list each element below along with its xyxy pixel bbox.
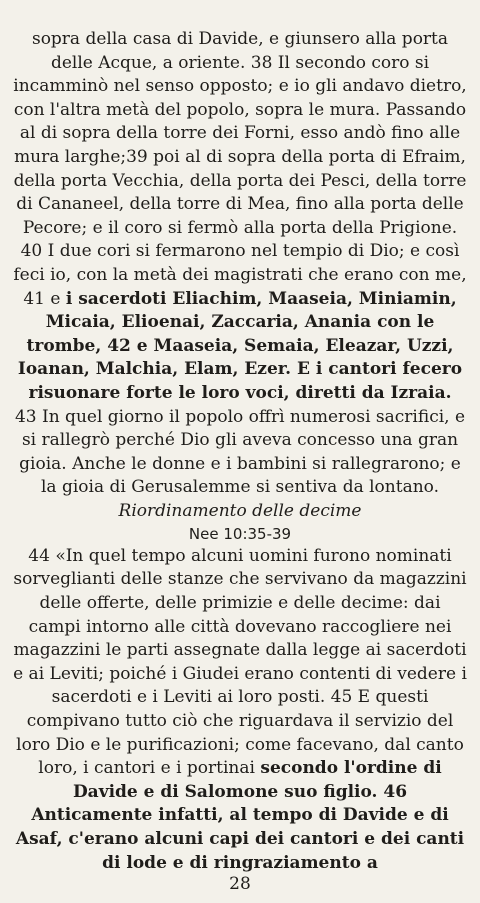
section-reference: Nee 10:35-39 [188,524,292,543]
paragraph-rejoicing: 43 In quel giorno il popolo offrì numerosi sacrifici, e si rallegrò perché Dio gli aveva concesso una gran gioia. Anche le donne e i bambini si rallegrarono; e la gioia di Gerusalemme si sentiva da lontano. [14,406,466,498]
paragraph-choirs [12,28,468,406]
paragraph-text: sopra della casa di Davide, e giunsero alla porta delle Acque, a oriente. 38 Il secondo coro si incamminò nel senso opposto; e io gli andavo dietro, con l'altra metà del popolo, sopra le mura. Passando al di sopra della torre dei Forni, esso andò fino alle mura larghe;39 poi al di sopra della porta di Efraim, della porta Vecchia, della porta dei Pesci, della torre di Cananeel, della torre di Mea, fino alla porta delle Pecore; e il coro si fermò alla porta della Prigione. 40 I due cori si fermarono nel tempio di Dio; e così feci io, con la metà dei magistrati che erano con me, 41 e [13,29,467,309]
paragraph-bold-text: secondo l'ordine di Davide e di Salomone suo figlio. 46 Anticamente infatti, al tempo di Davide e di Asaf, c'erano alcuni capi dei cantori e dei canti di lode e di ringraziamento a [15,758,465,873]
paragraph-tithes [12,545,468,875]
section-title: Riordinamento delle decime [118,500,362,521]
paragraph-bold-text: i sacerdoti Eliachim, Maaseia, Miniamin, Micaia, Elioenai, Zaccaria, Anania con le trombe, 42 e Maaseia, Semaia, Eleazar, Uzzi, Ioanan, Malchia, Elam, Ezer. E i cantori fecero risuonare forte le loro voci, diretti da Izraia. [17,288,463,403]
paragraph-text: 44 «In quel tempo alcuni uomini furono nominati sorveglianti delle stanze che servivano da magazzini delle offerte, delle primizie e delle decime: dai campi intorno alle città dovevano raccogliere nei magazzini le parti assegnate dalla legge ai sacerdoti e ai Leviti; poiché i Giudei erano contenti di vedere i sacerdoti e i Leviti ai loro posti. 45 E questi compivano tutto ciò che riguardava il servizio del loro Dio e le purificazioni; come facevano, dal canto loro, i cantori e i portinai [13,545,467,779]
page-number: 28 [229,874,251,894]
